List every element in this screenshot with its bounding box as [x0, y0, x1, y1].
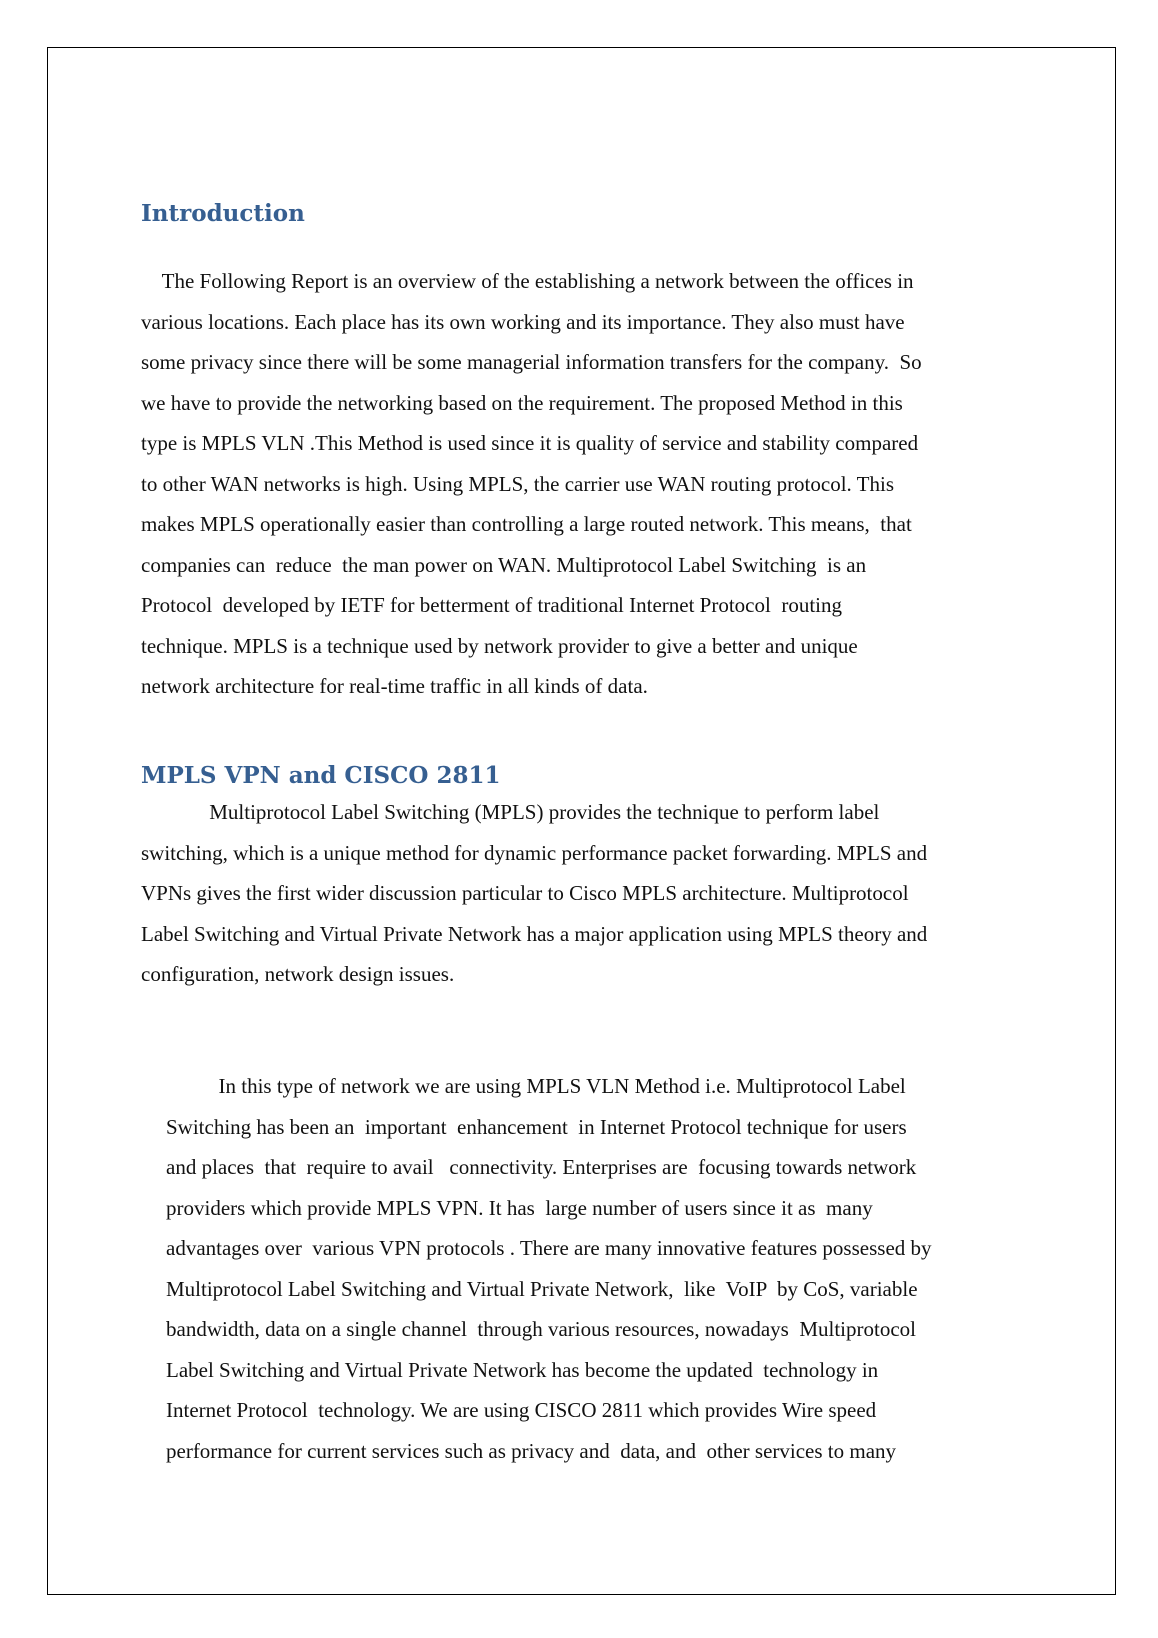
heading-introduction: Introduction: [141, 200, 305, 227]
paragraph-line: Label Switching and Virtual Private Network has become the updated technology in: [166, 1357, 879, 1382]
paragraph-line: and places that require to avail connectivity. Enterprises are focusing towards network: [166, 1155, 917, 1179]
paragraph-line: to other WAN networks is high. Using MPLS, the carrier use WAN routing protocol. This: [141, 471, 895, 496]
paragraph-line: The Following Report is an overview of the establishing a network between the offices in: [141, 269, 914, 293]
paragraph-line: network architecture for real-time traffic in all kinds of data.: [141, 674, 648, 698]
paragraph-line: makes MPLS operationally easier than controlling a large routed network. This means, that: [141, 512, 912, 536]
paragraph-line: Multiprotocol Label Switching (MPLS) provides the technique to perform label: [141, 800, 880, 824]
paragraph-line: advantages over various VPN protocols . There are many innovative features possessed by: [166, 1236, 932, 1260]
paragraph-line: providers which provide MPLS VPN. It has large number of users since it as many: [166, 1195, 873, 1220]
paragraph-line: Switching has been an important enhancement in Internet Protocol technique for users: [166, 1114, 907, 1139]
paragraph-line: we have to provide the networking based on the requirement. The proposed Method in this: [141, 390, 903, 415]
indented-paragraph: [166, 1066, 932, 1471]
paragraph-line: configuration, network design issues.: [141, 962, 455, 986]
paragraph-line: type is MPLS VLN .This Method is used since it is quality of service and stability compared: [141, 431, 919, 455]
paragraph-line: In this type of network we are using MPLS VLN Method i.e. Multiprotocol Label: [166, 1074, 906, 1098]
paragraph-line: Protocol developed by IETF for betterment of traditional Internet Protocol routing: [141, 593, 842, 617]
paragraph-line: Label Switching and Virtual Private Network has a major application using MPLS theory and: [141, 921, 928, 946]
paragraph-line: Internet Protocol technology. We are using CISCO 2811 which provides Wire speed: [166, 1398, 877, 1422]
paragraph-line: bandwidth, data on a single channel through various resources, nowadays Multiprotocol: [166, 1317, 916, 1341]
heading-mpls-vpn-cisco: MPLS VPN and CISCO 2811: [141, 762, 501, 789]
paragraph-line: companies can reduce the man power on WAN. Multiprotocol Label Switching is an: [141, 552, 867, 577]
paragraph-line: Multiprotocol Label Switching and Virtual Private Network, like VoIP by CoS, variable: [166, 1276, 918, 1301]
paragraph-line: technique. MPLS is a technique used by network provider to give a better and unique: [141, 633, 858, 658]
paragraph-line: switching, which is a unique method for dynamic performance packet forwarding. MPLS and: [141, 840, 928, 865]
paragraph-line: some privacy since there will be some managerial information transfers for the company. So: [141, 350, 922, 374]
paragraph-line: VPNs gives the first wider discussion particular to Cisco MPLS architecture. Multiprotocol: [141, 881, 909, 905]
paragraph-line: various locations. Each place has its own working and its importance. They also must have: [141, 309, 905, 334]
introduction-paragraph: [141, 261, 922, 707]
mpls-paragraph: [141, 792, 927, 995]
paragraph-line: performance for current services such as privacy and data, and other services to many: [166, 1438, 897, 1463]
